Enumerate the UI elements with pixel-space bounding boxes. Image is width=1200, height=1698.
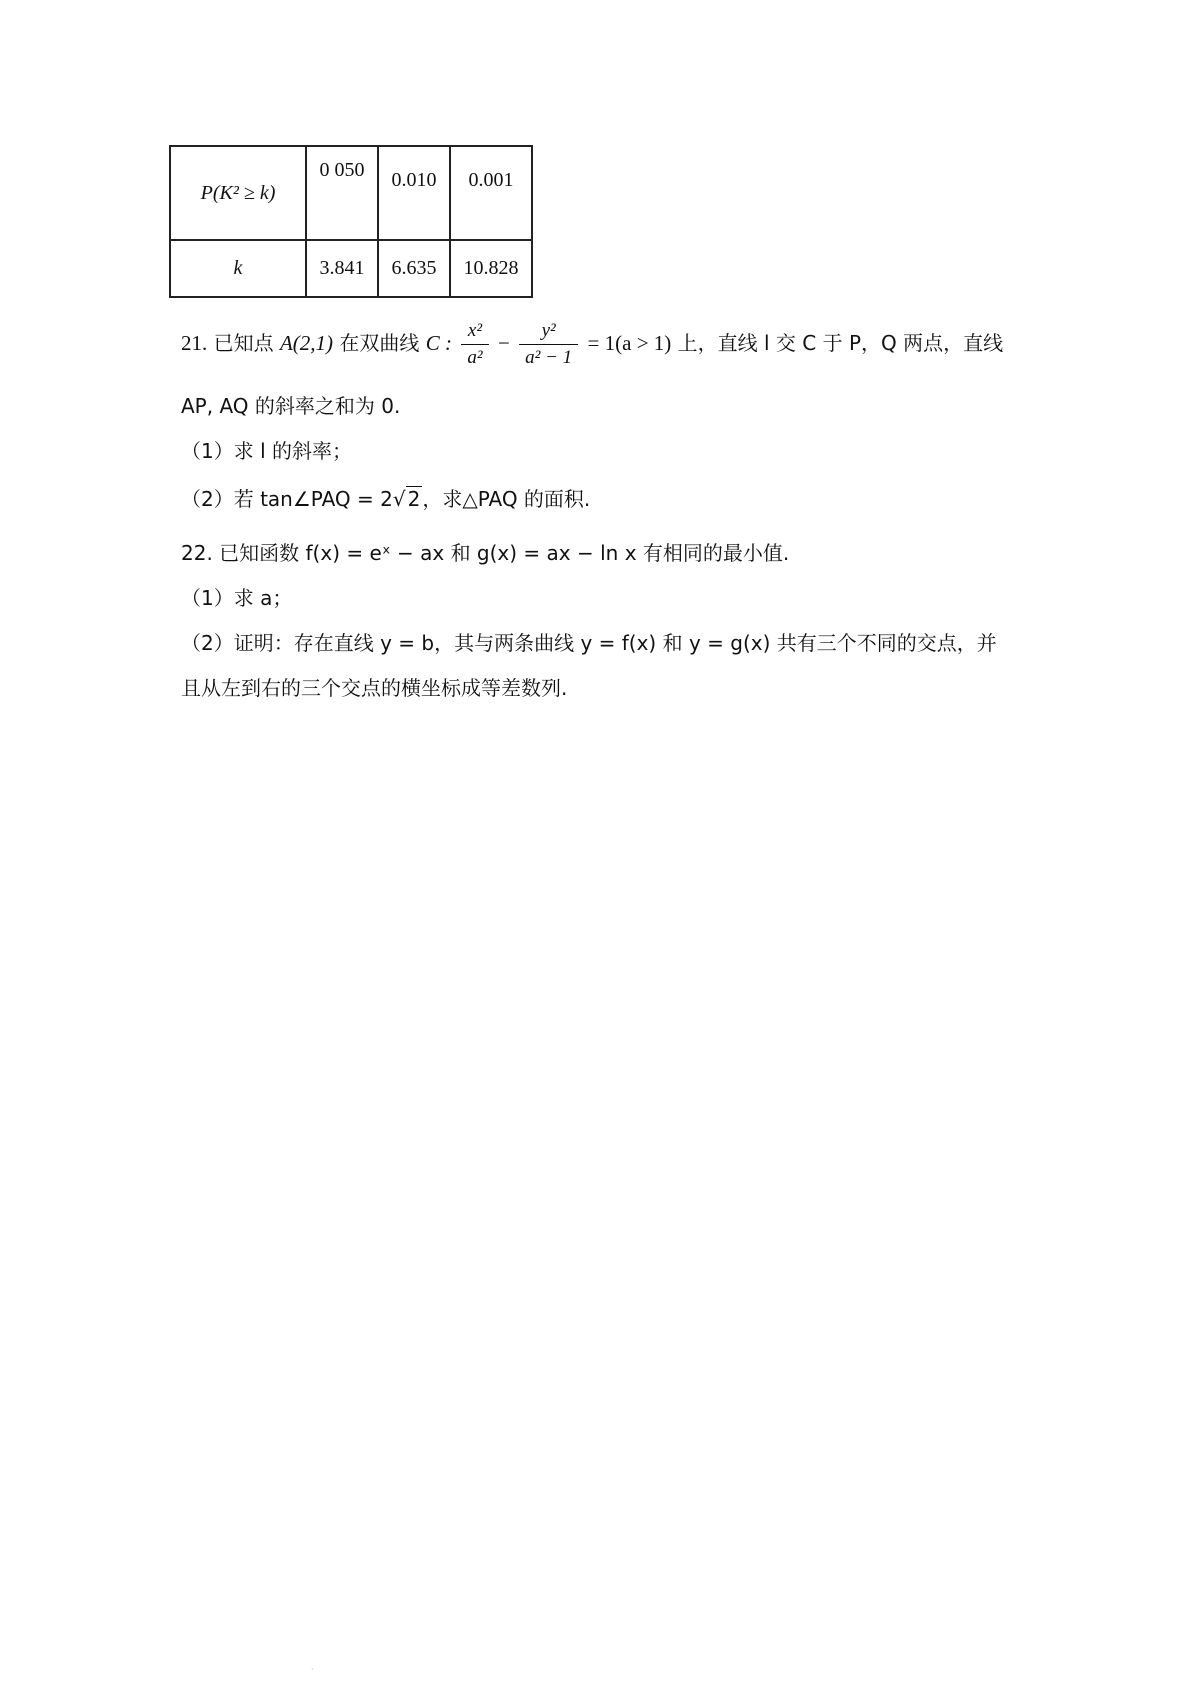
question-21-part1: （1）求 l 的斜率；: [181, 439, 352, 463]
question-21-line1: 21. 已知点 A(2,1) 在双曲线 C : $\frac{\text{x²}}{\text{a²}}$ − $\frac{\text{y²}}{\text{a² − 1}}$ = 1(a > 1) 上，直线 l 交 C 于 P，Q 两点，直线: [181, 320, 1004, 368]
k-label-cell: k: [170, 240, 306, 297]
critical-value-table: [169, 145, 533, 298]
question-21-line2: AP, AQ 的斜率之和为 0.: [181, 394, 401, 418]
k-value-cell: 6.635: [378, 240, 450, 297]
footer-mark: ·: [311, 1665, 314, 1674]
question-22-part2: （2）证明：存在直线 y = b，其与两条曲线 y = f(x) 和 y = g(x) 共有三个不同的交点，并: [181, 631, 997, 655]
fraction-x: $\frac{\text{x²}}{\text{a²}}$: [461, 320, 488, 369]
header-label-cell: P(K² ≥ k): [170, 146, 306, 240]
k-value-cell: 10.828: [450, 240, 532, 297]
k-value-cell: 3.841: [306, 240, 378, 297]
table-row: [170, 240, 532, 297]
table-row: [170, 146, 532, 240]
fraction-y: $\frac{\text{y²}}{\text{a² − 1}}$: [519, 320, 578, 369]
p-value-cell: 0.001: [450, 146, 532, 240]
question-22-part2-cont: 且从左到右的三个交点的横坐标成等差数列.: [181, 676, 568, 700]
question-number: 21.: [181, 331, 208, 355]
question-21-part2: （2）若 tan∠PAQ = 2√ 2 ，求△PAQ 的面积.: [181, 487, 591, 511]
p-value-cell: 0.010: [378, 146, 450, 240]
question-22-part1: （1）求 a；: [181, 586, 293, 610]
question-22-line1: 22. 已知函数 f(x) = eˣ − ax 和 g(x) = ax − ln x 有相同的最小值.: [181, 541, 790, 565]
p-value-cell: 0 050: [306, 146, 378, 240]
